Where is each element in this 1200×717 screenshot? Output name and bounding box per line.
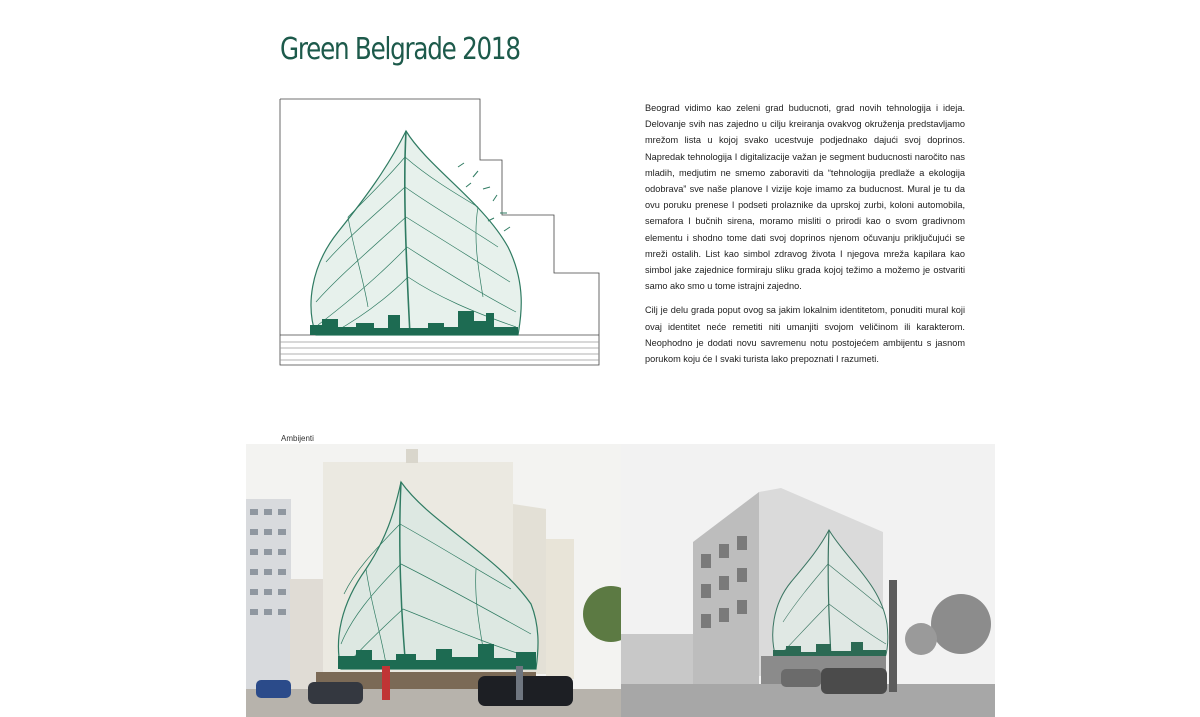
description-text [645,100,965,375]
page-title: Green Belgrade 2018 [280,32,520,67]
mural-elevation-drawing [278,97,602,369]
leaf-mural-icon [310,131,521,335]
description-paragraph: Cilj je delu grada poput ovog sa jakim lokalnim identitetom, ponuditi mural koji ovaj identitet neće remetiti niti umanjiti svojom veličinom ili karakterom. Neophodno je dodati novu savremenu notu postojećem ambijentu s jasnom porukom koju će I svaki turista lako prepoznati I razumeti. [645,305,965,365]
photos-caption: Ambijenti [281,434,314,443]
ambient-photo-color [246,444,621,717]
ambient-photo-grayscale [621,444,995,717]
description-paragraph: Beograd vidimo kao zeleni grad buducnoti, grad novih tehnologija i ideja. Delovanje svih nas zajedno u cilju kreiranja ovakvog okruženja predstavljamo mrežom lista u kojoj svako ucestvuje podjednako dajući svoj doprinos. Napredak tehnologija I digitalizacije važan je segment buducnosti naročito nas mladih, medjutim ne smemo zaboraviti da “tehnologija predlaže a ekologija odobrava” sve naše planove I vizije koje imamo za buducnost. Mural je tu da ovu poruku prenese I podseti prolaznike da uprskoj zurbi, koloni automobila, semafora I bučnih sirena, moramo misliti o prirodi kao o svom gradivnom elementu i shodno tome dati svoj doprinos njenom očuvanju priključujući se mreži ostalih. List kao simbol zdravog života I njegova mreža kapilara kao simbol jake zajednice formiraju sliku grada kojoj težimo a možemo je ostvariti samo ako smo u tome istrajni zajedno. [645,103,965,292]
